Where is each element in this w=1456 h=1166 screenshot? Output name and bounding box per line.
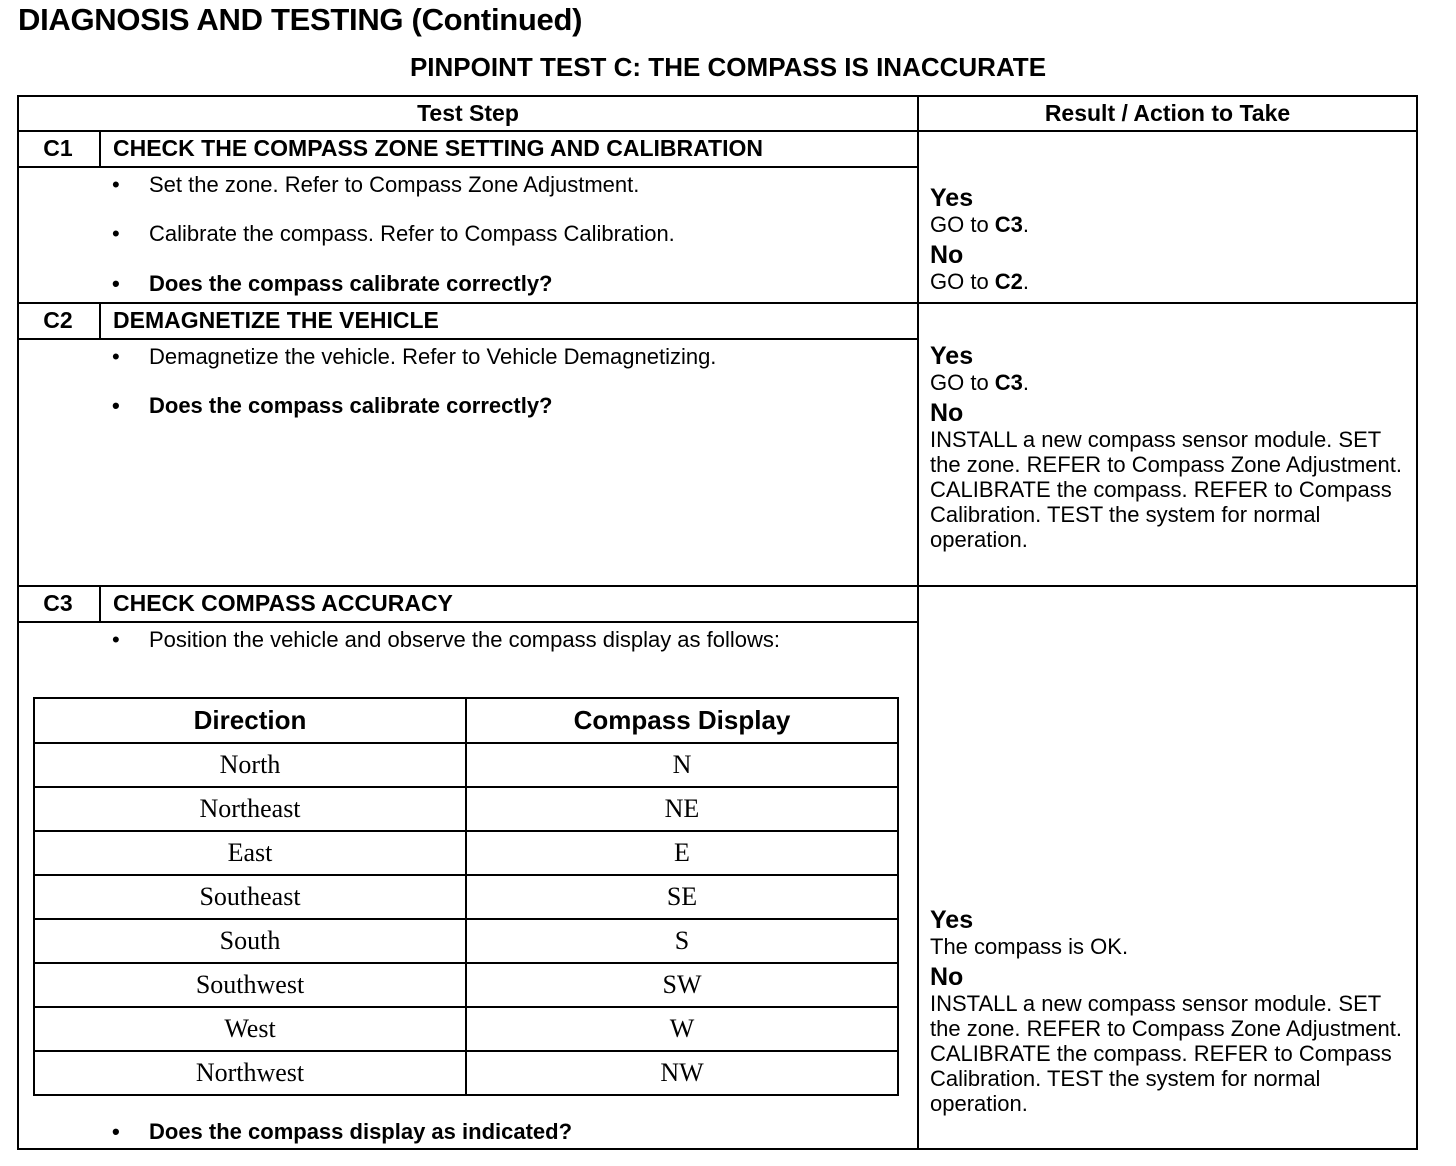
table-row	[34, 1051, 898, 1095]
c1-yes-action: GO to C3.	[930, 212, 1030, 237]
display-cell: SW	[466, 963, 898, 1007]
c3-no-action: INSTALL a new compass sensor module. SET the zone. REFER to Compass Zone Adjustment. CALIBRATE the compass. REFER to Compass Calibration. TEST the system for normal operation.	[930, 991, 1403, 1116]
direction-cell: Southeast	[34, 875, 466, 919]
column-header-compass-display: Compass Display	[466, 698, 898, 743]
direction-cell: South	[34, 919, 466, 963]
table-row	[34, 875, 898, 919]
c2-bullet-question: • Does the compass calibrate correctly?	[112, 393, 553, 418]
table-row	[34, 1007, 898, 1051]
bullet-icon: •	[112, 271, 120, 296]
table-row	[34, 963, 898, 1007]
c1-title-divider	[17, 166, 918, 168]
table-row	[34, 743, 898, 787]
c1-bullet-set-zone: • Set the zone. Refer to Compass Zone Adjustment.	[112, 172, 640, 197]
c2-result	[930, 342, 1416, 552]
table-row	[34, 831, 898, 875]
c3-title-divider	[17, 621, 918, 623]
direction-cell: North	[34, 743, 466, 787]
c3-yes-label: Yes	[930, 906, 974, 934]
direction-table-header	[34, 698, 898, 743]
table-border-left	[17, 95, 19, 1150]
bullet-icon: •	[112, 393, 120, 418]
c1-no-action: GO to C2.	[930, 269, 1030, 294]
c2-yes-label: Yes	[930, 342, 974, 370]
c3-yes-action: The compass is OK.	[930, 934, 1129, 959]
table-border-right	[1416, 95, 1418, 1150]
step-id-c2: C2	[43, 307, 73, 333]
step-title-c1: CHECK THE COMPASS ZONE SETTING AND CALIBRATION	[113, 135, 763, 161]
column-header-direction: Direction	[34, 698, 466, 743]
bullet-icon: •	[112, 627, 120, 652]
pinpoint-test-title: PINPOINT TEST C: THE COMPASS IS INACCURATE	[409, 52, 1047, 82]
c1-yes-label: Yes	[930, 184, 974, 212]
step-id-c3: C3	[43, 590, 73, 616]
c3-no-label: No	[930, 963, 964, 991]
display-cell: S	[466, 919, 898, 963]
c3-bullet-question: • Does the compass display as indicated?	[112, 1119, 573, 1144]
display-cell: N	[466, 743, 898, 787]
step-title-c3: CHECK COMPASS ACCURACY	[113, 590, 453, 616]
display-cell: E	[466, 831, 898, 875]
direction-cell: East	[34, 831, 466, 875]
direction-cell: Northeast	[34, 787, 466, 831]
bullet-icon: •	[112, 221, 120, 246]
display-cell: SE	[466, 875, 898, 919]
direction-table	[33, 697, 899, 1096]
direction-cell: Northwest	[34, 1051, 466, 1095]
display-cell: NW	[466, 1051, 898, 1095]
bullet-icon: •	[112, 344, 120, 369]
direction-cell: Southwest	[34, 963, 466, 1007]
c1-no-label: No	[930, 241, 964, 269]
page-heading: DIAGNOSIS AND TESTING (Continued)	[18, 2, 583, 37]
c2-title-divider	[17, 338, 918, 340]
table-header-divider	[17, 130, 1418, 132]
display-cell: W	[466, 1007, 898, 1051]
c3-bullet-position: • Position the vehicle and observe the compass display as follows:	[112, 627, 781, 652]
display-cell: NE	[466, 787, 898, 831]
c2-no-action: INSTALL a new compass sensor module. SET the zone. REFER to Compass Zone Adjustment. CALIBRATE the compass. REFER to Compass Calibration. TEST the system for normal operation.	[930, 427, 1403, 552]
step-title-c2: DEMAGNETIZE THE VEHICLE	[113, 307, 439, 333]
c3-id-divider	[99, 585, 101, 622]
table-row	[34, 787, 898, 831]
step-id-c1: C1	[43, 135, 73, 161]
header-test-step: Test Step	[417, 100, 519, 126]
header-result: Result / Action to Take	[1044, 100, 1291, 126]
c1-result	[930, 184, 1416, 294]
c2-id-divider	[99, 302, 101, 339]
bullet-icon: •	[112, 1119, 120, 1144]
c1-id-divider	[99, 130, 101, 167]
direction-cell: West	[34, 1007, 466, 1051]
step-divider-c2-c3	[17, 585, 1418, 587]
table-column-divider	[917, 95, 919, 1150]
table-border-bottom	[17, 1148, 1418, 1150]
c2-bullet-demagnetize: • Demagnetize the vehicle. Refer to Vehicle Demagnetizing.	[112, 344, 717, 369]
bullet-icon: •	[112, 172, 120, 197]
c2-no-label: No	[930, 399, 964, 427]
step-divider-c1-c2	[17, 302, 1418, 304]
table-row	[34, 919, 898, 963]
c1-bullet-question: • Does the compass calibrate correctly?	[112, 271, 553, 296]
c3-result	[930, 906, 1416, 1116]
c2-yes-action: GO to C3.	[930, 370, 1030, 395]
c1-bullet-calibrate: • Calibrate the compass. Refer to Compass Calibration.	[112, 221, 675, 246]
